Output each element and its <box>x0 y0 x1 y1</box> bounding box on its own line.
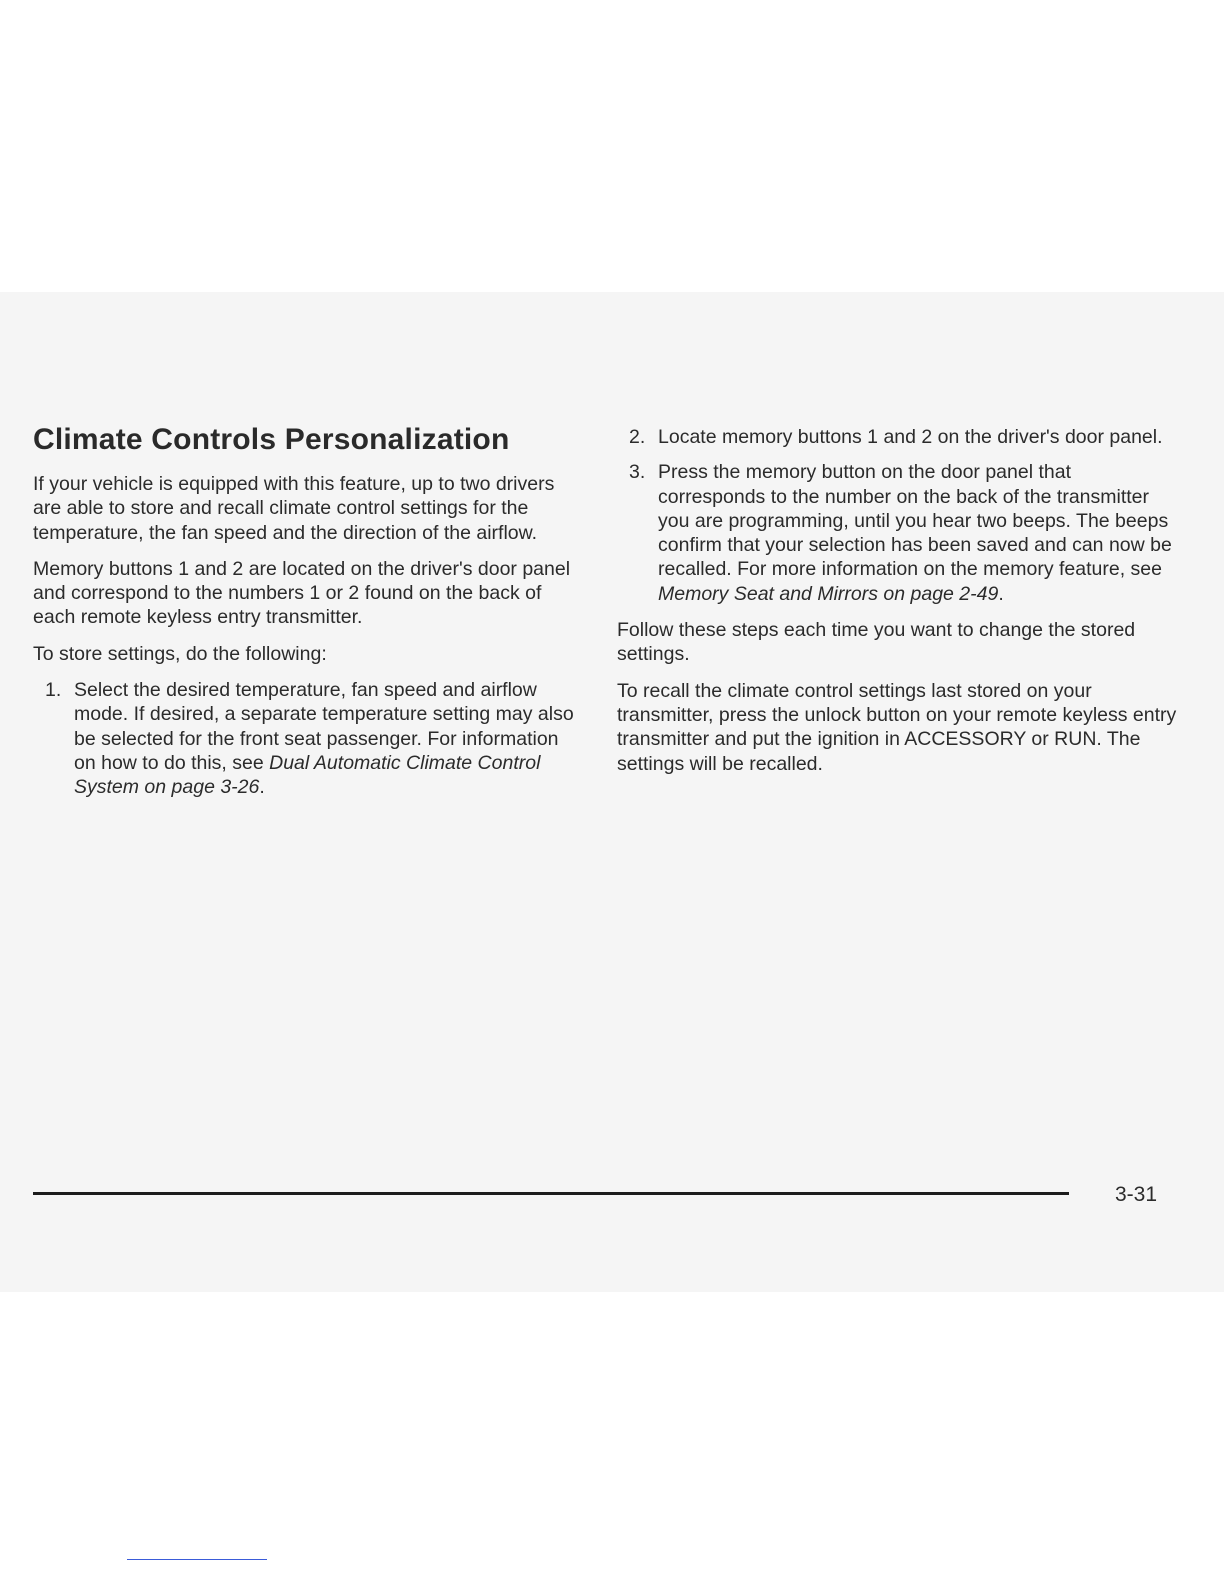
left-column <box>33 422 578 812</box>
step-end: . <box>998 582 1004 605</box>
page-number: 3-31 <box>1115 1183 1158 1206</box>
store-intro-paragraph: To store settings, do the following: <box>33 642 327 665</box>
bottom-link-underline <box>127 1559 267 1560</box>
footer-rule <box>33 1192 1069 1195</box>
intro-paragraph: If your vehicle is equipped with this feature, up to two drivers are able to store and recall climate control settings for the temperature, the fan speed and the direction of the airflow. <box>33 473 555 544</box>
step-number: 1. <box>45 679 62 702</box>
memory-buttons-paragraph: Memory buttons 1 and 2 are located on the driver's door panel and correspond to the numbers 1 or 2 found on the back of each remote keyless entry transmitter. <box>33 557 571 629</box>
step-text: Locate memory buttons 1 and 2 on the driver's door panel. <box>658 426 1163 448</box>
step-text: Select the desired temperature, fan speed and airflow mode. If desired, a separate temperature setting may also be selected for the front seat passenger. For information on how to do this, see <box>74 679 574 774</box>
list-item <box>617 460 1177 606</box>
step-text: Press the memory button on the door panel that corresponds to the number on the back of the transmitter you are programming, until you hear two beeps. The beeps confirm that your selection has been saved and can now be recalled. For more information on the memory feature, see <box>658 461 1172 581</box>
list-item <box>33 678 578 799</box>
right-column <box>617 425 1177 788</box>
step-number: 3. <box>629 461 646 484</box>
cross-reference-link[interactable]: Memory Seat and Mirrors on page 2-49 <box>658 582 999 605</box>
recall-paragraph: To recall the climate control settings last stored on your transmitter, press the unlock button on your remote keyless entry transmitter and put the ignition in ACCESSORY or RUN. The settings will be recalled. <box>617 679 1177 775</box>
list-item <box>617 425 1177 449</box>
steps-list-left <box>33 678 578 799</box>
step-number: 2. <box>629 426 646 448</box>
cross-reference-link[interactable]: Dual Automatic Climate Control System on page 3-26 <box>74 751 541 799</box>
steps-list-right <box>617 425 1177 606</box>
step-end: . <box>259 776 265 799</box>
section-title: Climate Controls Personalization <box>33 423 510 456</box>
follow-paragraph: Follow these steps each time you want to change the stored settings. <box>617 619 1136 666</box>
